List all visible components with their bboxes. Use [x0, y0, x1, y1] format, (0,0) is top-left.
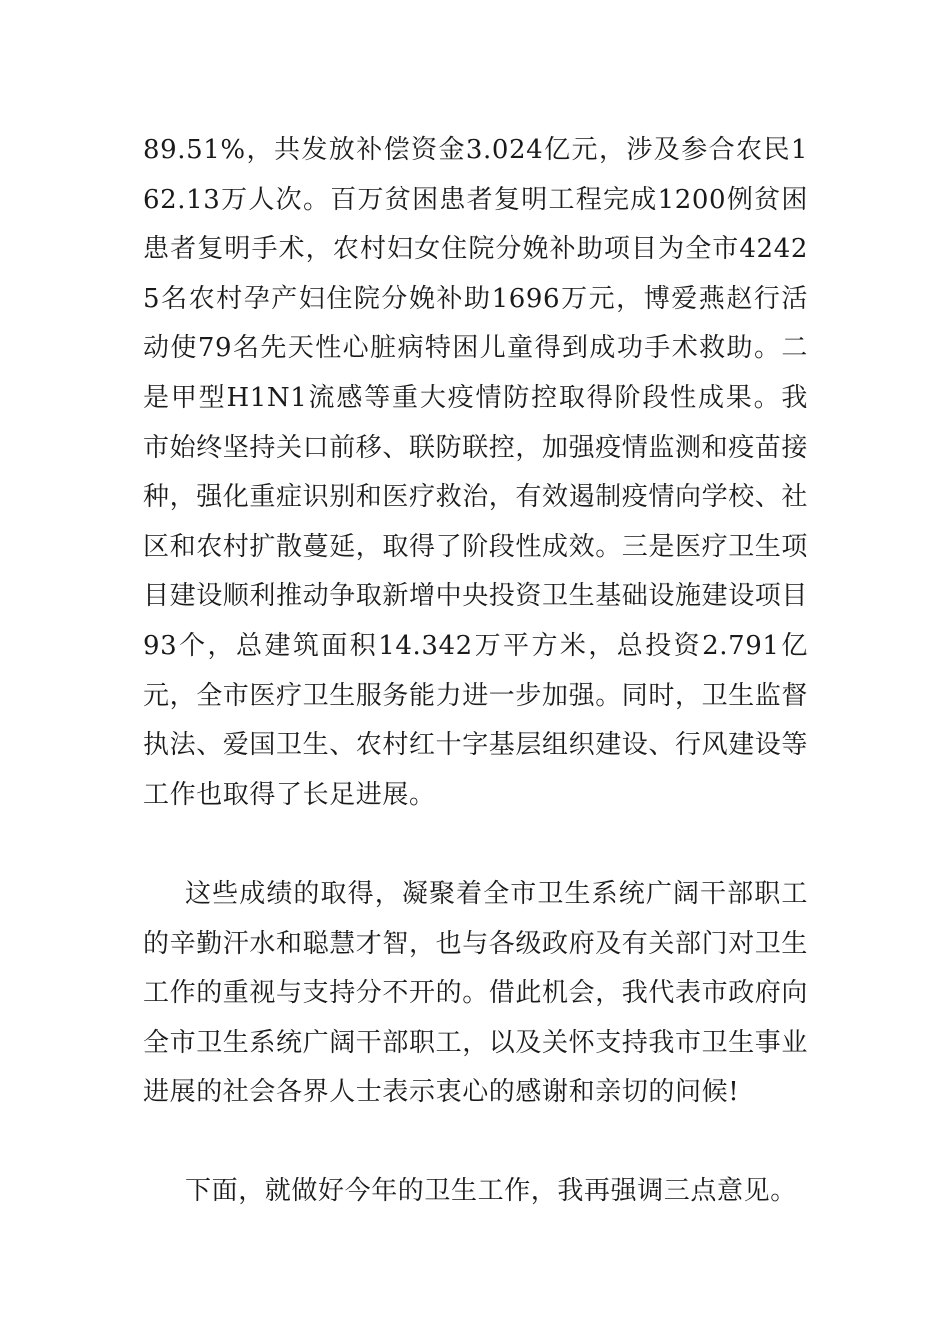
- paragraph-acknowledgement: 这些成绩的取得，凝聚着全市卫生系统广阔干部职工的辛勤汗水和聪慧才智，也与各级政府及有关部门对卫生工作的重视与支持分不开的。借此机会，我代表市政府向全市卫生系统广阔干部职工，以及关怀支持我市卫生事业进展的社会各界人士表示衷心的感谢和亲切的问候!: [143, 878, 809, 1108]
- paragraph-transition: 下面，就做好今年的卫生工作，我再强调三点意见。: [185, 1176, 797, 1207]
- paragraph-achievements: 89.51%，共发放补偿资金3.024亿元，涉及参合农民162.13万人次。百万贫困患者复明工程完成1200例贫困患者复明手术，农村妇女住院分娩补助项目为全市42425名农村孕产妇住院分娩补助1696万元，博爱燕赵行活动使79名先天性心脏病特困儿童得到成功手术救助。二是甲型H1N1流感等重大疫情防控取得阶段性成果。我市始终坚持关口前移、联防联控，加强疫情监测和疫苗接种，强化重症识别和医疗救治，有效遏制疫情向学校、社区和农村扩散蔓延，取得了阶段性成效。三是医疗卫生项目建设顺利推动争取新增中央投资卫生基础设施建设项目93个，总建筑面积14.342万平方米，总投资2.791亿元，全市医疗卫生服务能力进一步加强。同时，卫生监督执法、爱国卫生、农村红十字基层组织建设、行风建设等工作也取得了长足进展。: [143, 135, 809, 810]
- document-body: [143, 126, 808, 1217]
